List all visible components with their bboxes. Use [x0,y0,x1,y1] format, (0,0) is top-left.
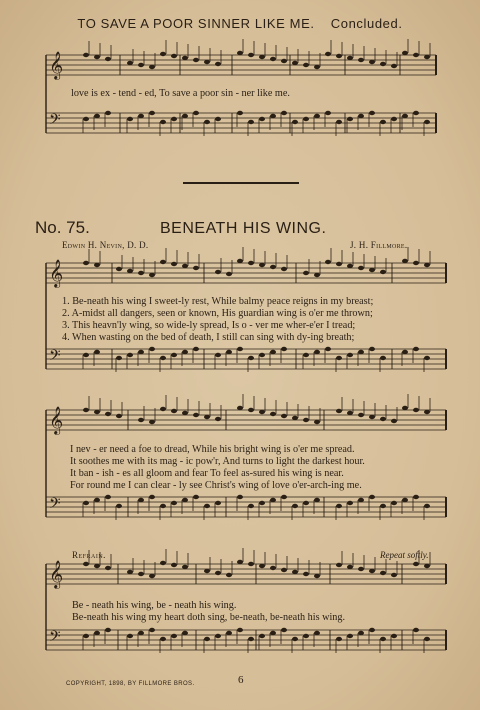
note-head [105,57,111,61]
note-head [83,408,89,412]
note-head [248,261,254,265]
page-number: 6 [238,674,244,686]
note-head [358,266,364,270]
note-head [83,117,89,121]
note-head [314,574,320,578]
note-head [292,120,298,124]
note-head [314,350,320,354]
note-head [226,350,232,354]
note-head [336,504,342,508]
note-head [105,412,111,416]
note-head [413,111,419,115]
note-head [292,637,298,641]
note-head [248,53,254,57]
bass-clef-icon: 𝄢 [49,495,61,516]
note-head [413,562,419,566]
note-head [94,114,100,118]
repeat-softly-label: Repeat softly. [380,550,429,560]
treble-clef-icon: 𝄞 [49,406,64,434]
note-head [215,417,221,421]
treble-clef-icon: 𝄞 [49,259,64,287]
note-head [369,268,375,272]
note-head [215,571,221,575]
note-head [358,567,364,571]
note-head [226,573,232,577]
note-head [138,271,144,275]
note-head [215,270,221,274]
note-head [182,56,188,60]
note-head [149,273,155,277]
note-head [369,347,375,351]
note-head [94,564,100,568]
note-head [325,260,331,264]
note-head [138,572,144,576]
note-head [127,570,133,574]
top-lyric-line: love is ex - tend - ed, To save a poor sin - ner like me. [71,88,290,99]
note-head [259,353,265,357]
note-head [303,634,309,638]
note-head [270,498,276,502]
note-head [336,409,342,413]
note-head [204,637,210,641]
note-head [204,120,210,124]
note-head [281,414,287,418]
note-head [303,418,309,422]
note-head [160,120,166,124]
note-head [182,565,188,569]
note-head [193,347,199,351]
note-head [424,564,430,568]
note-head [424,356,430,360]
note-head [292,416,298,420]
note-head [413,347,419,351]
note-head [248,637,254,641]
verse-line-2: It ban - ish - es all gloom and fear To feel as-sured his wing is near. [70,468,344,479]
note-head [83,353,89,357]
note-head [193,58,199,62]
note-head [138,631,144,635]
note-head [182,350,188,354]
note-head [413,53,419,57]
note-head [270,412,276,416]
note-head [358,58,364,62]
note-head [237,628,243,632]
note-head [391,419,397,423]
note-head [149,628,155,632]
note-head [402,498,408,502]
bass-clef-icon: 𝄢 [49,628,61,649]
note-head [314,498,320,502]
note-head [160,637,166,641]
note-head [270,350,276,354]
note-head [424,263,430,267]
note-head [226,272,232,276]
verse-line-1: 1. Be-neath his wing I sweet-ly rest, While balmy peace reigns in my breast; [62,296,374,307]
note-head [83,562,89,566]
previous-hymn-title: TO SAVE A POOR SINNER LIKE ME. [77,16,315,31]
note-head [171,501,177,505]
note-head [281,267,287,271]
refrain-lyric-line: Be - neath his wing, be - neath his wing. [72,600,237,611]
note-head [259,410,265,414]
note-head [336,54,342,58]
note-head [248,562,254,566]
note-head [160,561,166,565]
verse-line-2: I nev - er need a foe to dread, While his bright wing is o'er me spread. [70,444,355,455]
note-head [402,350,408,354]
copyright-notice: COPYRIGHT, 1898, BY FILLMORE BROS. [66,681,195,687]
note-head [358,498,364,502]
note-head [336,563,342,567]
note-head [380,356,386,360]
note-head [347,56,353,60]
note-head [369,495,375,499]
note-head [424,504,430,508]
note-head [281,347,287,351]
note-head [94,410,100,414]
note-head [402,51,408,55]
note-head [402,114,408,118]
treble-clef-icon: 𝄞 [49,560,64,588]
bass-clef-icon: 𝄢 [49,347,61,368]
note-head [237,111,243,115]
note-head [94,631,100,635]
note-head [83,501,89,505]
note-head [127,269,133,273]
note-head [413,628,419,632]
note-head [248,356,254,360]
note-head [237,259,243,263]
hymn-number: No. 75. [35,218,90,237]
note-head [281,628,287,632]
note-head [303,63,309,67]
note-head [424,55,430,59]
note-head [358,413,364,417]
note-head [281,495,287,499]
note-head [105,566,111,570]
note-head [413,495,419,499]
note-head [215,634,221,638]
note-head [369,569,375,573]
note-head [413,408,419,412]
note-head [160,260,166,264]
note-head [127,117,133,121]
note-head [270,57,276,61]
note-head [215,62,221,66]
note-head [171,262,177,266]
note-head [226,631,232,635]
verse-line-1: 2. A-midst all dangers, seen or known, His guardian wing is o'er me thrown; [62,308,373,319]
author-credit: Edwin H. Nevin, D. D. [62,240,149,250]
note-head [237,51,243,55]
concluded-label: Concluded. [330,16,403,31]
note-head [215,501,221,505]
note-head [358,114,364,118]
note-head [237,406,243,410]
note-head [237,495,243,499]
note-head [83,53,89,57]
note-head [259,501,265,505]
verse-line-1: 4. When wasting on the bed of death, I still can sing with dy-ing breath; [62,332,355,343]
note-head [138,418,144,422]
note-head [182,631,188,635]
composer-credit: J. H. Fillmore. [350,240,408,250]
note-head [391,573,397,577]
note-head [259,55,265,59]
note-head [248,408,254,412]
note-head [314,65,320,69]
note-head [336,637,342,641]
note-head [204,60,210,64]
note-head [314,420,320,424]
note-head [127,634,133,638]
note-head [391,64,397,68]
note-head [402,259,408,263]
note-head [380,62,386,66]
note-head [259,564,265,568]
verse-line-2: It soothes me with its mag - ic pow'r, And turns to light the darkest hour. [70,456,365,467]
note-head [369,628,375,632]
note-head [325,52,331,56]
note-head [347,117,353,121]
refrain-lyric-line: Be-neath his wing my heart doth sing, be-neath, be-neath his wing. [72,612,346,623]
note-head [325,347,331,351]
note-head [138,114,144,118]
note-head [149,111,155,115]
note-head [215,353,221,357]
note-head [270,114,276,118]
note-head [171,117,177,121]
note-head [204,415,210,419]
note-head [149,574,155,578]
note-head [116,504,122,508]
note-head [369,415,375,419]
note-head [105,628,111,632]
note-head [292,504,298,508]
note-head [127,353,133,357]
note-head [105,111,111,115]
note-head [292,61,298,65]
note-head [171,353,177,357]
note-head [160,52,166,56]
note-head [149,420,155,424]
note-head [281,111,287,115]
note-head [171,634,177,638]
note-head [303,271,309,275]
note-head [281,568,287,572]
note-head [270,265,276,269]
note-head [160,504,166,508]
note-head [347,353,353,357]
note-head [116,356,122,360]
note-head [182,114,188,118]
note-head [314,114,320,118]
note-head [193,111,199,115]
note-head [259,117,265,121]
note-head [171,54,177,58]
note-head [358,631,364,635]
note-head [127,61,133,65]
note-head [160,356,166,360]
note-head [391,117,397,121]
note-head [380,120,386,124]
note-head [259,263,265,267]
note-head [94,263,100,267]
treble-clef-icon: 𝄞 [49,51,64,79]
note-head [347,501,353,505]
note-head [424,410,430,414]
note-head [83,634,89,638]
note-head [391,634,397,638]
note-head [380,417,386,421]
note-head [160,407,166,411]
note-head [204,569,210,573]
verse-line-2: For round me I can clear - ly see Christ's wing of love o'er-arch-ing me. [70,480,362,491]
note-head [336,120,342,124]
note-head [171,563,177,567]
note-head [380,504,386,508]
note-head [336,356,342,360]
note-head [424,637,430,641]
note-head [138,350,144,354]
note-head [138,498,144,502]
verse-line-1: 3. This heavn'ly wing, so wide-ly spread, Is o - ver me wher-e'er I tread; [62,320,356,331]
note-head [182,264,188,268]
note-head [237,347,243,351]
note-head [380,270,386,274]
note-head [105,495,111,499]
note-head [149,65,155,69]
note-head [94,55,100,59]
note-head [149,495,155,499]
note-head [303,353,309,357]
note-head [347,264,353,268]
note-head [314,631,320,635]
note-head [149,347,155,351]
note-head [237,560,243,564]
note-head [215,117,221,121]
note-head [391,501,397,505]
note-head [193,413,199,417]
note-head [292,570,298,574]
note-head [380,637,386,641]
note-head [303,501,309,505]
note-head [259,634,265,638]
note-head [347,634,353,638]
note-head [116,414,122,418]
note-head [424,120,430,124]
note-head [248,504,254,508]
note-head [83,261,89,265]
note-head [358,350,364,354]
bass-clef-icon: 𝄢 [49,111,61,132]
note-head [193,495,199,499]
note-head [193,266,199,270]
hymn-title: BENEATH HIS WING. [160,220,327,237]
note-head [182,498,188,502]
note-head [248,120,254,124]
note-head [281,59,287,63]
note-head [303,117,309,121]
note-head [369,111,375,115]
note-head [171,409,177,413]
note-head [182,411,188,415]
note-head [303,572,309,576]
note-head [116,267,122,271]
note-head [336,262,342,266]
refrain-label: Refrain. [72,550,106,560]
note-head [204,504,210,508]
note-head [270,631,276,635]
note-head [347,565,353,569]
note-head [413,261,419,265]
note-head [369,60,375,64]
note-head [325,111,331,115]
note-head [270,566,276,570]
note-head [347,411,353,415]
note-head [402,406,408,410]
note-head [94,498,100,502]
note-head [138,63,144,67]
note-head [314,273,320,277]
note-head [380,571,386,575]
note-head [94,350,100,354]
